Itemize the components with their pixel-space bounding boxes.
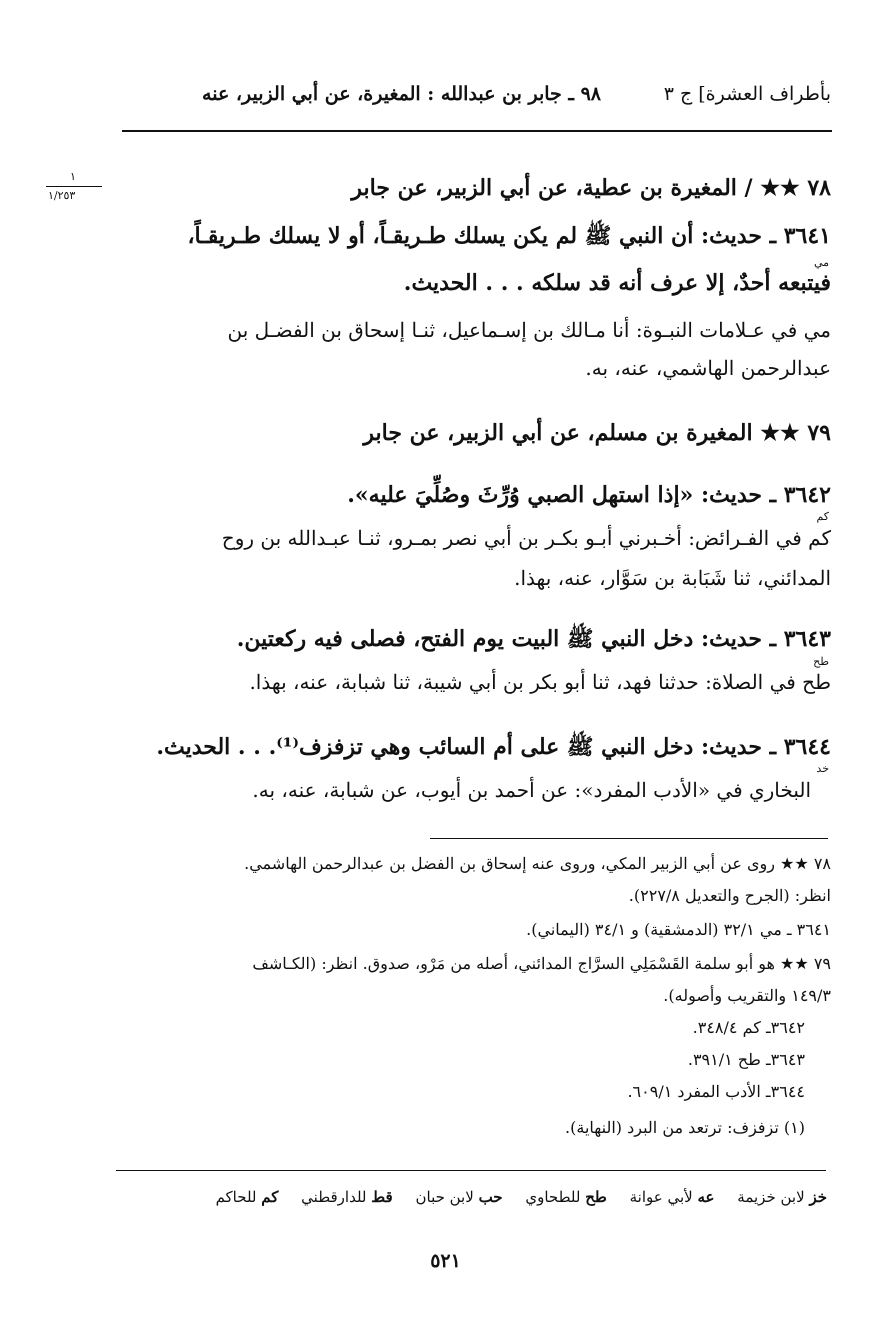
legend-abbr: عه bbox=[697, 1188, 715, 1206]
hadith-3641-source-cont: عبدالرحمن الهاشمي، عنه، به. bbox=[585, 356, 831, 380]
header-rule bbox=[122, 130, 832, 132]
legend-desc: للطحاوي bbox=[525, 1188, 581, 1206]
page-number: ٥٢١ bbox=[430, 1250, 461, 1272]
legend-abbr: طح bbox=[585, 1188, 607, 1206]
margin-ref-bottom: ١/٢٥٣ bbox=[48, 189, 76, 202]
legend-desc: للدارقطني bbox=[301, 1188, 367, 1206]
footnote-3642: ٣٦٤٢ـ كم ٣٤٨/٤. bbox=[692, 1018, 805, 1037]
legend-abbr: كم bbox=[261, 1188, 279, 1206]
footnote-rule bbox=[430, 838, 828, 839]
hadith-3641-text-cont: فيتبعه أحدٌ، إلا عرف أنه قد سلكه . . . الحديث. bbox=[403, 270, 831, 296]
legend-desc: للحاكم bbox=[215, 1188, 257, 1206]
legend-desc: لابن خزيمة bbox=[737, 1188, 805, 1206]
hadith-3644-text: ٣٦٤٤ ـ حديث: دخل النبي ﷺ على أم السائب وهي تزفزف⁽¹⁾. . . الحديث. bbox=[156, 734, 831, 760]
hadith-3644-siglum: خد bbox=[816, 762, 829, 775]
hadith-3642-source: كم في الفـرائض: أخـبرني أبـو بكـر بن أبي نصر بمـرو، ثنـا عبـدالله بن روح bbox=[221, 526, 831, 550]
footnote-78: ٧٨ ★★ روى عن أبي الزبير المكي، وروى عنه إسحاق بن الفضل بن عبدالرحمن الهاشمي. bbox=[244, 854, 831, 873]
footnote-79-cont: ١٤٩/٣ والتقريب وأصوله). bbox=[663, 986, 831, 1005]
footnote-3644: ٣٦٤٤ـ الأدب المفرد ٦٠٩/١. bbox=[627, 1082, 805, 1101]
hadith-3643-text: ٣٦٤٣ ـ حديث: دخل النبي ﷺ البيت يوم الفتح، فصلى فيه ركعتين. bbox=[236, 626, 831, 652]
legend-item bbox=[216, 1188, 279, 1206]
hadith-3641-source: مي في عـلامات النبـوة: أنا مـالك بن إسـماعيل، ثنـا إسحاق بن الفضـل بن bbox=[227, 318, 831, 342]
legend-desc: لابن حبان bbox=[415, 1188, 474, 1206]
margin-ref-top: ١ bbox=[70, 170, 76, 183]
legend-item bbox=[737, 1188, 827, 1206]
margin-ref-line bbox=[46, 186, 102, 187]
legend-rule bbox=[116, 1170, 826, 1171]
abbreviation-legend bbox=[216, 1188, 827, 1206]
hadith-3644-source: البخاري في «الأدب المفرد»: عن أحمد بن أيوب، عن شبابة، عنه، به. bbox=[252, 778, 811, 802]
hadith-3643-siglum: طح bbox=[813, 655, 829, 668]
hadith-3641-siglum: مي bbox=[813, 256, 829, 269]
header-right: بأطراف العشرة] ج ٣ bbox=[663, 83, 831, 105]
footnote-78-cont: انظر: (الجرح والتعديل ٢٢٧/٨). bbox=[628, 886, 831, 905]
section-78-heading: ٧٨ ★★ / المغيرة بن عطية، عن أبي الزبير، عن جابر bbox=[351, 175, 831, 201]
legend-abbr: خز bbox=[809, 1188, 827, 1206]
footnote-3641: ٣٦٤١ ـ مي ٣٢/١ (الدمشقية) و ٣٤/١ (اليماني). bbox=[526, 920, 831, 939]
footnote-3643: ٣٦٤٣ـ طح ٣٩١/١. bbox=[687, 1050, 805, 1069]
section-79-heading: ٧٩ ★★ المغيرة بن مسلم، عن أبي الزبير، عن جابر bbox=[363, 420, 831, 446]
legend-abbr: حب bbox=[478, 1188, 503, 1206]
hadith-3643-source: طح في الصلاة: حدثنا فهد، ثنا أبو بكر بن أبي شيبة، ثنا شبابة، عنه، بهذا. bbox=[249, 670, 831, 694]
header-left: ٩٨ ـ جابر بن عبدالله : المغيرة، عن أبي الزبير، عنه bbox=[202, 83, 601, 105]
footnote-1: (١) تزفزف: ترتعد من البرد (النهاية). bbox=[565, 1118, 805, 1137]
legend-item bbox=[525, 1188, 606, 1206]
hadith-3641-text: ٣٦٤١ ـ حديث: أن النبي ﷺ لم يكن يسلك طـريقـاً، أو لا يسلك طـريقـاً، bbox=[187, 223, 831, 249]
hadith-3642-source-cont: المدائني، ثنا شَبَابة بن سَوَّار، عنه، بهذا. bbox=[514, 566, 831, 590]
legend-item bbox=[630, 1188, 715, 1206]
hadith-3642-text: ٣٦٤٢ ـ حديث: «إذا استهل الصبي وُرِّثَ وصُلِّيَ عليه». bbox=[347, 482, 831, 508]
legend-item bbox=[301, 1188, 393, 1206]
hadith-3642-siglum: كم bbox=[816, 510, 829, 523]
footnote-79: ٧٩ ★★ هو أبو سلمة القَسْمَلِي السرَّاج المدائني، أصله من مَرْو، صدوق. انظر: (الكـاشف bbox=[252, 954, 831, 973]
legend-item bbox=[415, 1188, 502, 1206]
legend-abbr: قط bbox=[371, 1188, 393, 1206]
legend-desc: لأبي عوانة bbox=[629, 1188, 693, 1206]
